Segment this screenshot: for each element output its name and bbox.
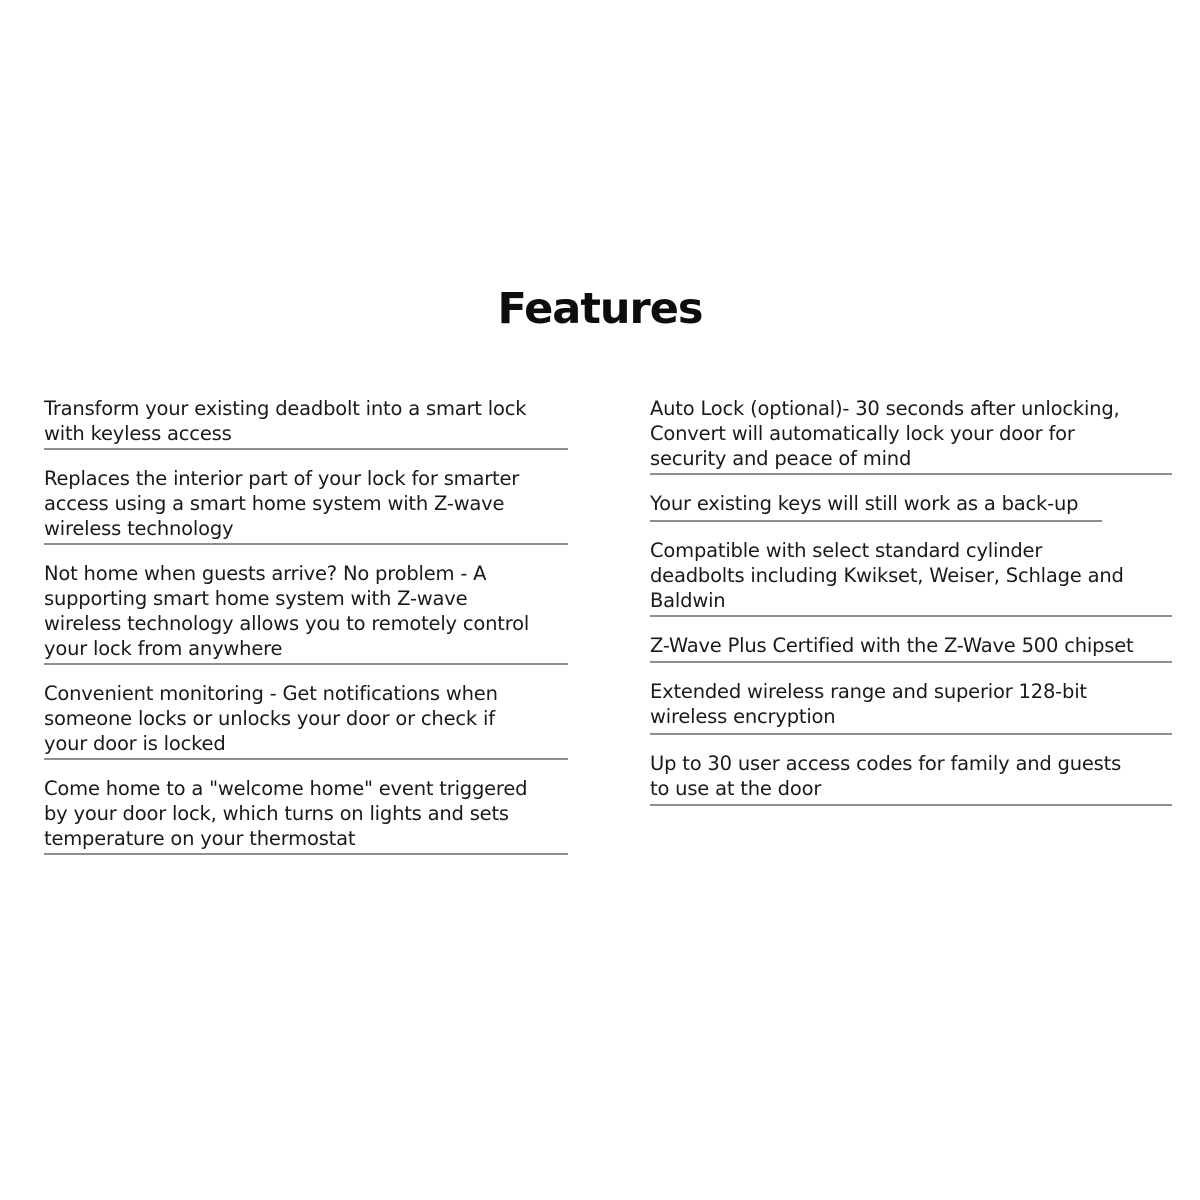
feature-item bbox=[44, 396, 568, 450]
feature-item bbox=[650, 633, 1172, 663]
page-title: Features bbox=[497, 284, 703, 334]
feature-item bbox=[44, 681, 568, 760]
features-right-column bbox=[650, 396, 1172, 822]
feature-text: Convenient monitoring - Get notifications when someone locks or unlocks your door or check if your door is locked bbox=[44, 682, 498, 755]
feature-text: Not home when guests arrive? No problem - A supporting smart home system with Z-wave wireless technology allows you to remotely control your lock from anywhere bbox=[44, 562, 530, 660]
feature-text: Compatible with select standard cylinder deadbolts including Kwikset, Weiser, Schlage and Baldwin bbox=[650, 539, 1124, 612]
feature-item bbox=[650, 396, 1172, 475]
features-left-column bbox=[44, 396, 568, 871]
feature-item bbox=[44, 466, 568, 545]
feature-item bbox=[650, 679, 1172, 735]
feature-text: Z-Wave Plus Certified with the Z-Wave 500 chipset bbox=[650, 634, 1134, 657]
feature-item bbox=[650, 751, 1172, 806]
feature-item bbox=[44, 561, 568, 665]
feature-text: Replaces the interior part of your lock for smarter access using a smart home system with Z-wave wireless technology bbox=[44, 467, 520, 540]
feature-text: Auto Lock (optional)- 30 seconds after unlocking, Convert will automatically lock your door for security and peace of mind bbox=[650, 397, 1120, 470]
feature-text: Up to 30 user access codes for family and guests to use at the door bbox=[650, 752, 1122, 800]
feature-text: Come home to a "welcome home" event triggered by your door lock, which turns on lights and sets temperature on your thermostat bbox=[44, 777, 528, 850]
feature-item bbox=[650, 538, 1172, 617]
feature-text: Extended wireless range and superior 128-bit wireless encryption bbox=[650, 680, 1087, 728]
feature-text: Transform your existing deadbolt into a smart lock with keyless access bbox=[44, 397, 527, 445]
feature-item bbox=[650, 491, 1102, 522]
feature-item bbox=[44, 776, 568, 855]
feature-text: Your existing keys will still work as a back-up bbox=[650, 492, 1079, 515]
